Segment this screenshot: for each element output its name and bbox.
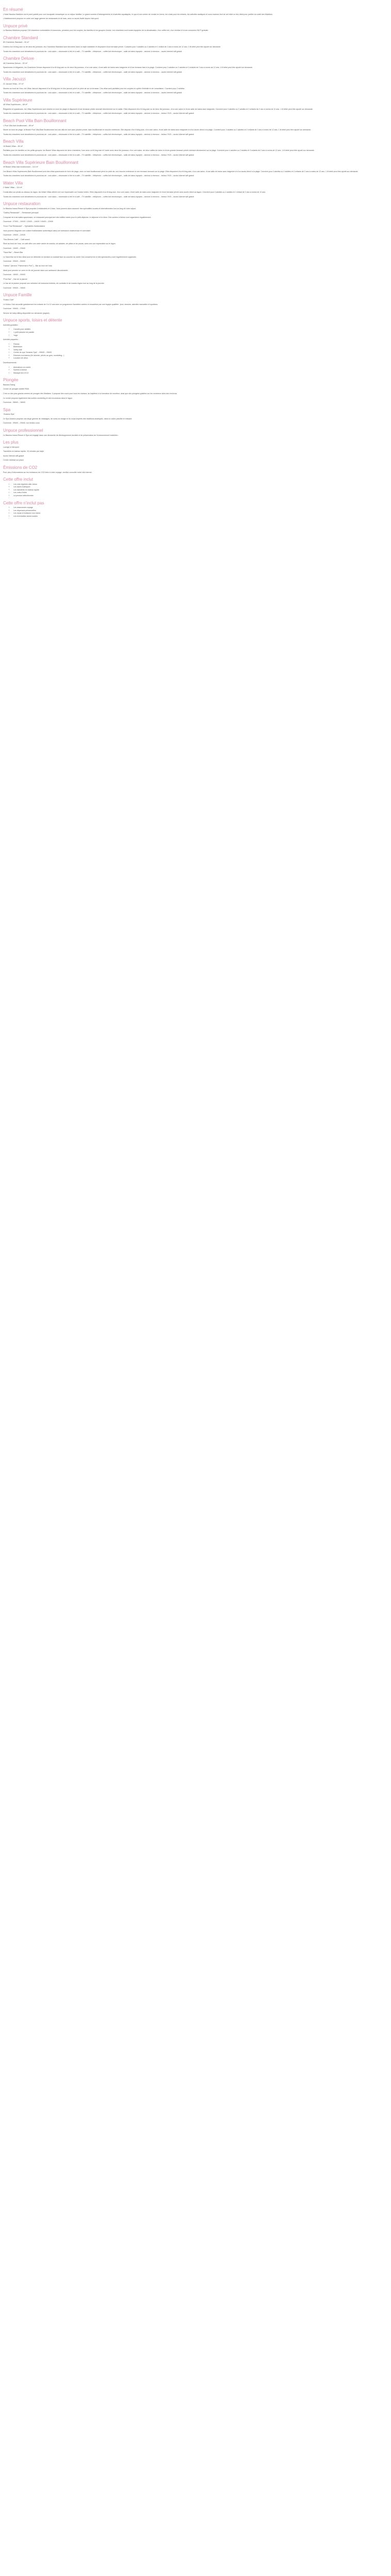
famille-section <box>3 293 388 315</box>
room-size: 49 Beach Villas bain bouillonnant – 110 m² <box>3 166 38 168</box>
activity-group-name: Activités gratuites : <box>3 324 19 326</box>
section-title: Émissions de CO2 <box>3 465 38 470</box>
subtitle: Bandos Diving <box>3 383 15 386</box>
venue-description: Ouverture : 18h00 – 00h00 <box>3 274 25 276</box>
room-description: Situées au bord de l'eau, les Villas Jacuzzi disposent d'un lit king-size et d'un jacuzzi privé en plein air sur la terrasse. Ces villas sont parfaites pour les couples en quête d'intimité et de romantisme. Convient pour 2 adultes. <box>3 87 185 90</box>
room-size: 2 Water Villas – 116 m² <box>3 187 22 189</box>
venue-description: Ouverture : 19h00 – 22h30 <box>3 234 25 236</box>
room-title: Chambre Deluxe <box>3 56 35 61</box>
list-item: • Canoës pour adultes <box>13 328 388 331</box>
room-description: Située en bord de plage, la Beach Pool Villa Bain Bouillonnant est une villa de luxe avec piscine privée, bain bouillonnant et douche extérieure. Elle dispose d'un lit king-size, d'un coin salon, d'une salle de bains avec baignoire et d'un accès direct à la plage. Convient pour 3 adultes ou 2 adultes et 2 enfants de 2 ans à moins de 12 ans. 1 lit bébé peut être ajouté sur demande. <box>3 129 312 131</box>
room-description: Toutes les chambres sont climatisées et pourvues de : coin salon – nécessaire à thé et à café – TV satellite – téléphone – coffre-fort électronique – salle de bains équipée – séchoir à cheveux – lecteur DVD – accès Internet wifi gratuit <box>3 195 194 198</box>
room-title: Chambre Standard <box>3 35 38 40</box>
room-title: Beach Villa <box>3 139 24 144</box>
paragraph: Ouverture : 09h00 – 20h00, sur rendez-vous <box>3 422 40 425</box>
paragraph: Ouverture : 09h00 – 17h00 <box>3 308 25 310</box>
venue-name: "Harbor" (service "Fisherman's Pub") – Bar au bord de l'eau <box>3 265 52 267</box>
venue-name: "Gallery Restaurant" – Restaurant principal <box>3 212 39 214</box>
venue-description: Ouverture : 09h00 – 00h00 <box>3 260 25 263</box>
room-size: 22 Jacuzzi Villas – 57 m² <box>3 83 24 86</box>
room-description: Parfaites pour les familles ou les petits groupes, les Beach Villas disposent de deux chambres, l'une avec un lit king-size et l'autre avec deux lits jumeaux, d'un coin salon, de deux salles de bains et d'une grande terrasse privée donnant directement sur la plage. Convient pour 4 adultes ou 2 adultes et 3 enfants de 2 ans à moins de 12 ans. 1 lit bébé peut être ajouté sur demande. <box>3 149 315 152</box>
room-section <box>3 139 388 157</box>
list-item: • Les nuits d'hôtel <box>13 492 388 495</box>
room-description: Toutes les chambres sont climatisées et pourvues de : coin salon – nécessaire à thé et à café – TV satellite – téléphone – coffre-fort électronique – salle de bains équipée – séchoir à cheveux – accès Internet wifi gratuit <box>3 71 182 73</box>
activity-group-name: Activités payantes : <box>3 338 19 341</box>
venue-description: Vous pourrez déguster une cuisine thaïlandaise authentique dans une ambiance chaleureuse et conviviale. <box>3 229 91 232</box>
section-title: Plongée <box>3 378 19 383</box>
section-title: Cette offre inclut <box>3 477 34 482</box>
venue-name: "Koon Thai Restaurant" – Spécialités thaïlandaises <box>3 225 45 227</box>
activity-list <box>3 366 388 375</box>
list-item: • Les taxes d'aéroport <box>13 486 388 489</box>
room-title: Villa Jacuzzi <box>3 77 26 82</box>
room-title: Beach Villa Supérieure Bain Bouillonnant <box>3 160 78 165</box>
room-description: Construites sur pilotis au-dessus du lagon, les Water Villas offrent une vue imprenable sur l'océan Indien. Elles disposent d'un lit king-size, d'un coin salon, d'une salle de bains avec baignoire et d'une terrasse privée avec accès direct au lagon. Convient pour 3 adultes ou 2 adultes et 1 enfant de 2 ans à moins de 12 ans. <box>3 191 266 193</box>
chambres-intro-section <box>3 24 388 32</box>
paragraph: L'hôtel Bandos Maldives est le point parfait pour une escapade romantique ou un séjour familial. Le grand nombre d'hébergements et d'activités aquatiques, le spa et son centre de remise en forme, les clubs pour les enfants, les activités nautiques et sous-marines font de cet hôtel un lieu idéal pour profiter du soleil des Maldives. <box>3 13 273 15</box>
engagement-section <box>3 428 388 437</box>
venue-description: Idéal pour prendre un verre en fin de journée dans une ambiance décontractée. <box>3 269 69 272</box>
venue-description: Composé de trois salles spacieuses, ce restaurant principal sert des buffets variés pour le petit-déjeuner, le déjeuner et le dîner. Des soirées à thème sont organisées régulièrement. <box>3 216 152 218</box>
room-size: 80 Chambres Standard – 30 m² <box>3 41 29 44</box>
room-size: 48 Chambres Deluxe – 53 m² <box>3 62 27 64</box>
venue-name: "Sea Breeze Café" – Café snack <box>3 238 30 241</box>
list-item: • Yoga <box>13 334 388 337</box>
venue-name: "Pool Bar" – Bar de la piscine <box>3 278 27 280</box>
subtitle: "Araamu Spa" <box>3 413 15 416</box>
list-item: • Animations en soirée <box>13 366 388 369</box>
subtitle: "Kokko Club" <box>3 299 14 301</box>
venue-description: Le Sand Bar est le lieu idéal pour se détendre en sirotant un cocktail face au coucher du soleil. Des concerts live et des spectacles y sont régulièrement organisés. <box>3 256 137 258</box>
paragraph: Le centre propose également des sorties snorkeling et des excursions dans le lagon. <box>3 397 73 399</box>
restauration-section <box>3 201 388 290</box>
room-size: 48 Villas Supérieures – 68 m² <box>3 104 28 106</box>
offre-exclut-section <box>3 501 388 518</box>
venue-name: "Sand Bar" – Beach Bar <box>3 251 23 254</box>
plus-section <box>3 440 388 462</box>
emissions-section <box>3 465 388 474</box>
offre-list <box>3 483 388 498</box>
room-description: Toutes les chambres sont climatisées et pourvues de : coin salon – nécessaire à thé et à café – TV satellite – téléphone – coffre-fort électronique – salle de bains équipée – séchoir à cheveux – lecteur DVD – accès Internet wifi gratuit <box>3 133 194 135</box>
room-section <box>3 160 388 178</box>
list-item: • Musique live et DJ <box>13 372 388 375</box>
room-title: Villa Supérieure <box>3 97 32 103</box>
paragraph: Le Bandos Island Resort & Spa propose 4 restaurants et 3 bars. Vous pourrez ainsi savourer des spécialités locales et internationales tout au long de votre séjour. <box>3 207 137 210</box>
offre-exclut-list <box>3 506 388 518</box>
list-item: • Badminton <box>13 346 388 349</box>
paragraph: Transferts en bateau rapide, 15 minutes par trajet <box>3 450 44 453</box>
room-size: 1 Pool Villa bain bouillonnant – 89 m² <box>3 124 34 127</box>
room-size: 16 Beach Villas – 80 m² <box>3 145 23 147</box>
paragraph: Accès Internet wifi gratuit <box>3 454 24 457</box>
list-item: • 1 petit planche de paddle <box>13 331 388 334</box>
section-title: Unpuce Famille <box>3 293 32 298</box>
list-item: • Les vols réguliers aller-retour <box>13 483 388 486</box>
paragraph: Centre de plongée certifié PADI. <box>3 388 30 391</box>
room-description: Toutes les chambres sont climatisées et pourvues de : coin salon – nécessaire à thé et à café – TV satellite – téléphone – coffre-fort électronique – salle de bains équipée – séchoir à cheveux – lecteur DVD – accès Internet wifi gratuit <box>3 154 194 156</box>
activity-list <box>3 343 388 360</box>
list-item: • Les éventuelles taxes locales <box>13 515 388 518</box>
paragraph: Le Bandos Island Resort & Spa est engagé dans une démarche de développement durable et de préservation de l'environnement maldivien. <box>3 434 119 436</box>
room-title: Water Villa <box>3 180 23 185</box>
room-description: Toutes les chambres sont climatisées et pourvues de : coin salon – nécessaire à thé et à café – TV satellite – téléphone – coffre-fort électronique – salle de bains équipée – séchoir à cheveux – lecteur DVD – accès Internet wifi gratuit <box>3 112 194 115</box>
room-section <box>3 56 388 74</box>
document <box>0 0 391 531</box>
list-item: • Location de vélos <box>13 357 388 360</box>
list-item: • Les assurances voyage <box>13 506 388 510</box>
room-description: Toutes les chambres sont climatisées et pourvues de : coin salon – nécessaire à thé et à café – TV satellite – téléphone – coffre-fort électronique – salle de bains équipée – séchoir à cheveux – accès Internet wifi gratuit <box>3 50 182 53</box>
offre-section <box>3 477 388 497</box>
section-title: Les plus <box>3 440 19 445</box>
list-item: • Les dépenses personnelles <box>13 510 388 513</box>
section-title: Cette offre n'inclut pas <box>3 500 44 505</box>
venue-description: Situé au bord de l'eau, ce café offre une carte variée de snacks, de salades, de pâtes et de pizzas, avec une vue imprenable sur le lagon. <box>3 243 116 245</box>
list-item: • Les repas et boissons non inclus <box>13 512 388 515</box>
paragraph: Ouverture : 08h00 – 18h00 <box>3 401 25 404</box>
sejour-section <box>3 7 388 21</box>
activity-list <box>3 328 388 337</box>
room-description: Dotées d'un lit king-size ou de deux lits jumeaux, les Chambres Standard sont décorées dans un style maldivien et disposent d'une terrasse privée. Convient pour 3 adultes ou 2 adultes et 1 enfant de 2 ans à moins de 12 ans. 1 lit bébé peut être ajouté sur demande. <box>3 46 221 48</box>
room-description: Spacieuses et élégantes, les Chambres Deluxe disposent d'un lit king-size ou de deux lits jumeaux, d'un coin salon, d'une salle de bains avec baignoire et d'une terrasse face à la plage. Convient pour 3 adultes ou 2 adultes et 2 enfants de 2 ans à moins de 12 ans. 1 lit bébé peut être ajouté sur demande. <box>3 66 253 69</box>
room-description: Toutes les chambres sont climatisées et pourvues de : coin salon – nécessaire à thé et à café – TV satellite – téléphone – coffre-fort électronique – salle de bains équipée – séchoir à cheveux – accès Internet wifi gratuit <box>3 92 182 94</box>
spa-section <box>3 408 388 425</box>
paragraph: Service de baby-sitting disponible sur demande (payant). <box>3 312 50 314</box>
section-title: Unpuce restauration <box>3 201 41 207</box>
paragraph: C'est un des plus grands centres de plongée des Maldives. Il propose des cours pour tous les niveaux, du baptême à la formation de moniteur, ainsi que des plongées guidées sur les nombreux sites des environs. <box>3 393 177 395</box>
paragraph: Lounge à l'aéroport <box>3 446 19 448</box>
list-item: • Centre de spa "Araamu Spa" – 09h00 – 20h00 <box>13 351 388 354</box>
paragraph: Centre médical sur place <box>3 459 24 462</box>
paragraph: Le Spa Araamu propose une large gamme de massages, de soins du visage et du corps inspirés des traditions asiatiques, dans un cadre paisible et relaxant. <box>3 417 133 420</box>
room-description: Les Beach Villas Supérieures Bain Bouillonnant sont des villas spacieuses en bord de plage, avec un bain bouillonnant privé en plein air, une douche extérieure et une terrasse donnant sur la plage. Elles disposent d'un lit king-size, d'un coin salon, d'une salle de bains avec baignoire et d'un accès direct à la plage. Convient pour 3 adultes ou 2 adultes et 2 enfants de 2 ans à moins de 12 ans. 1 lit bébé peut être ajouté sur demande. <box>3 170 359 173</box>
section-title: Unpuce privé <box>3 23 28 28</box>
paragraph: Pour plus d'informations sur les émissions de CO2 liées à votre voyage, veuillez consulter notre site internet. <box>3 471 92 473</box>
plongee-section <box>3 378 388 404</box>
room-section <box>3 77 388 94</box>
paragraph: L'établissement propose en outre une large gamme de restaurants et de bars, avec un accès facile depuis l'aéroport. <box>3 18 99 20</box>
room-title: Beach Pool Villa Bain Bouillonnant <box>3 118 67 123</box>
room-section <box>3 118 388 136</box>
section-title: Spa <box>3 407 11 412</box>
room-description: Élégantes et spacieuses, les Villas Supérieures sont situées en bord de plage et disposent d'une terrasse privée donnant directement sur le sable. Elles disposent d'un lit king-size ou de deux lits jumeaux, d'un coin salon et d'une salle de bains avec baignoire. Convient pour 3 adultes ou 2 adultes et 2 enfants de 2 ans à moins de 12 ans. 1 lit bébé peut être ajouté sur demande. <box>3 108 313 110</box>
list-item: • Fitness <box>13 343 388 346</box>
venue-description: Le bar de la piscine propose une sélection de boissons fraîches, de cocktails et de snacks légers tout au long de la journée. <box>3 282 105 285</box>
room-section <box>3 98 388 115</box>
room-section <box>3 181 388 198</box>
section-title: Unpuce sports, loisirs et détente <box>3 318 62 323</box>
room-section <box>3 36 388 53</box>
paragraph: Le Kokko Club accueille gratuitement les enfants de 3 à 12 ans avec un programme d'activités variées et encadrées par une équipe qualifiée : jeux, dessins, activités manuelles et sportives. <box>3 303 158 306</box>
list-item: • Soirées à thème <box>13 369 388 372</box>
venue-description: Ouverture : 07h00 – 10h30 / 12h30 – 14h30 / 19h00 – 22h00 <box>3 221 53 223</box>
room-description: Toutes les chambres sont climatisées et pourvues de : coin salon – nécessaire à thé et à café – TV satellite – téléphone – coffre-fort électronique – salle de bains équipée – séchoir à cheveux – lecteur DVD – accès Internet wifi gratuit <box>3 175 194 177</box>
list-item: • Volley-ball <box>13 349 388 352</box>
venue-description: Ouverture : 10h00 – 23h00 <box>3 247 25 249</box>
section-title: Unpuce professionnel <box>3 428 43 433</box>
list-item: • Diverses excursions (île déserte, pêche au gros, snorkeling...) <box>13 354 388 358</box>
list-item: • La pension sélectionnée <box>13 495 388 498</box>
venue-description: Ouverture : 09h00 – 19h00 <box>3 286 25 289</box>
list-item: • Les transferts en bateau rapide <box>13 489 388 492</box>
activity-group-name: Divertissements : <box>3 362 18 364</box>
paragraph: Le Bandos Maldives propose 216 chambres confortables et luxueuses, pensées pour les couples, les familles et les groupes d'amis. Les chambres sont toutes équipées de la climatisation, d'un coffre-fort, d'un minibar et d'une connexion Wi-Fi gratuite. <box>3 29 209 32</box>
section-title: En résumé <box>3 7 23 12</box>
activites-section <box>3 318 388 375</box>
